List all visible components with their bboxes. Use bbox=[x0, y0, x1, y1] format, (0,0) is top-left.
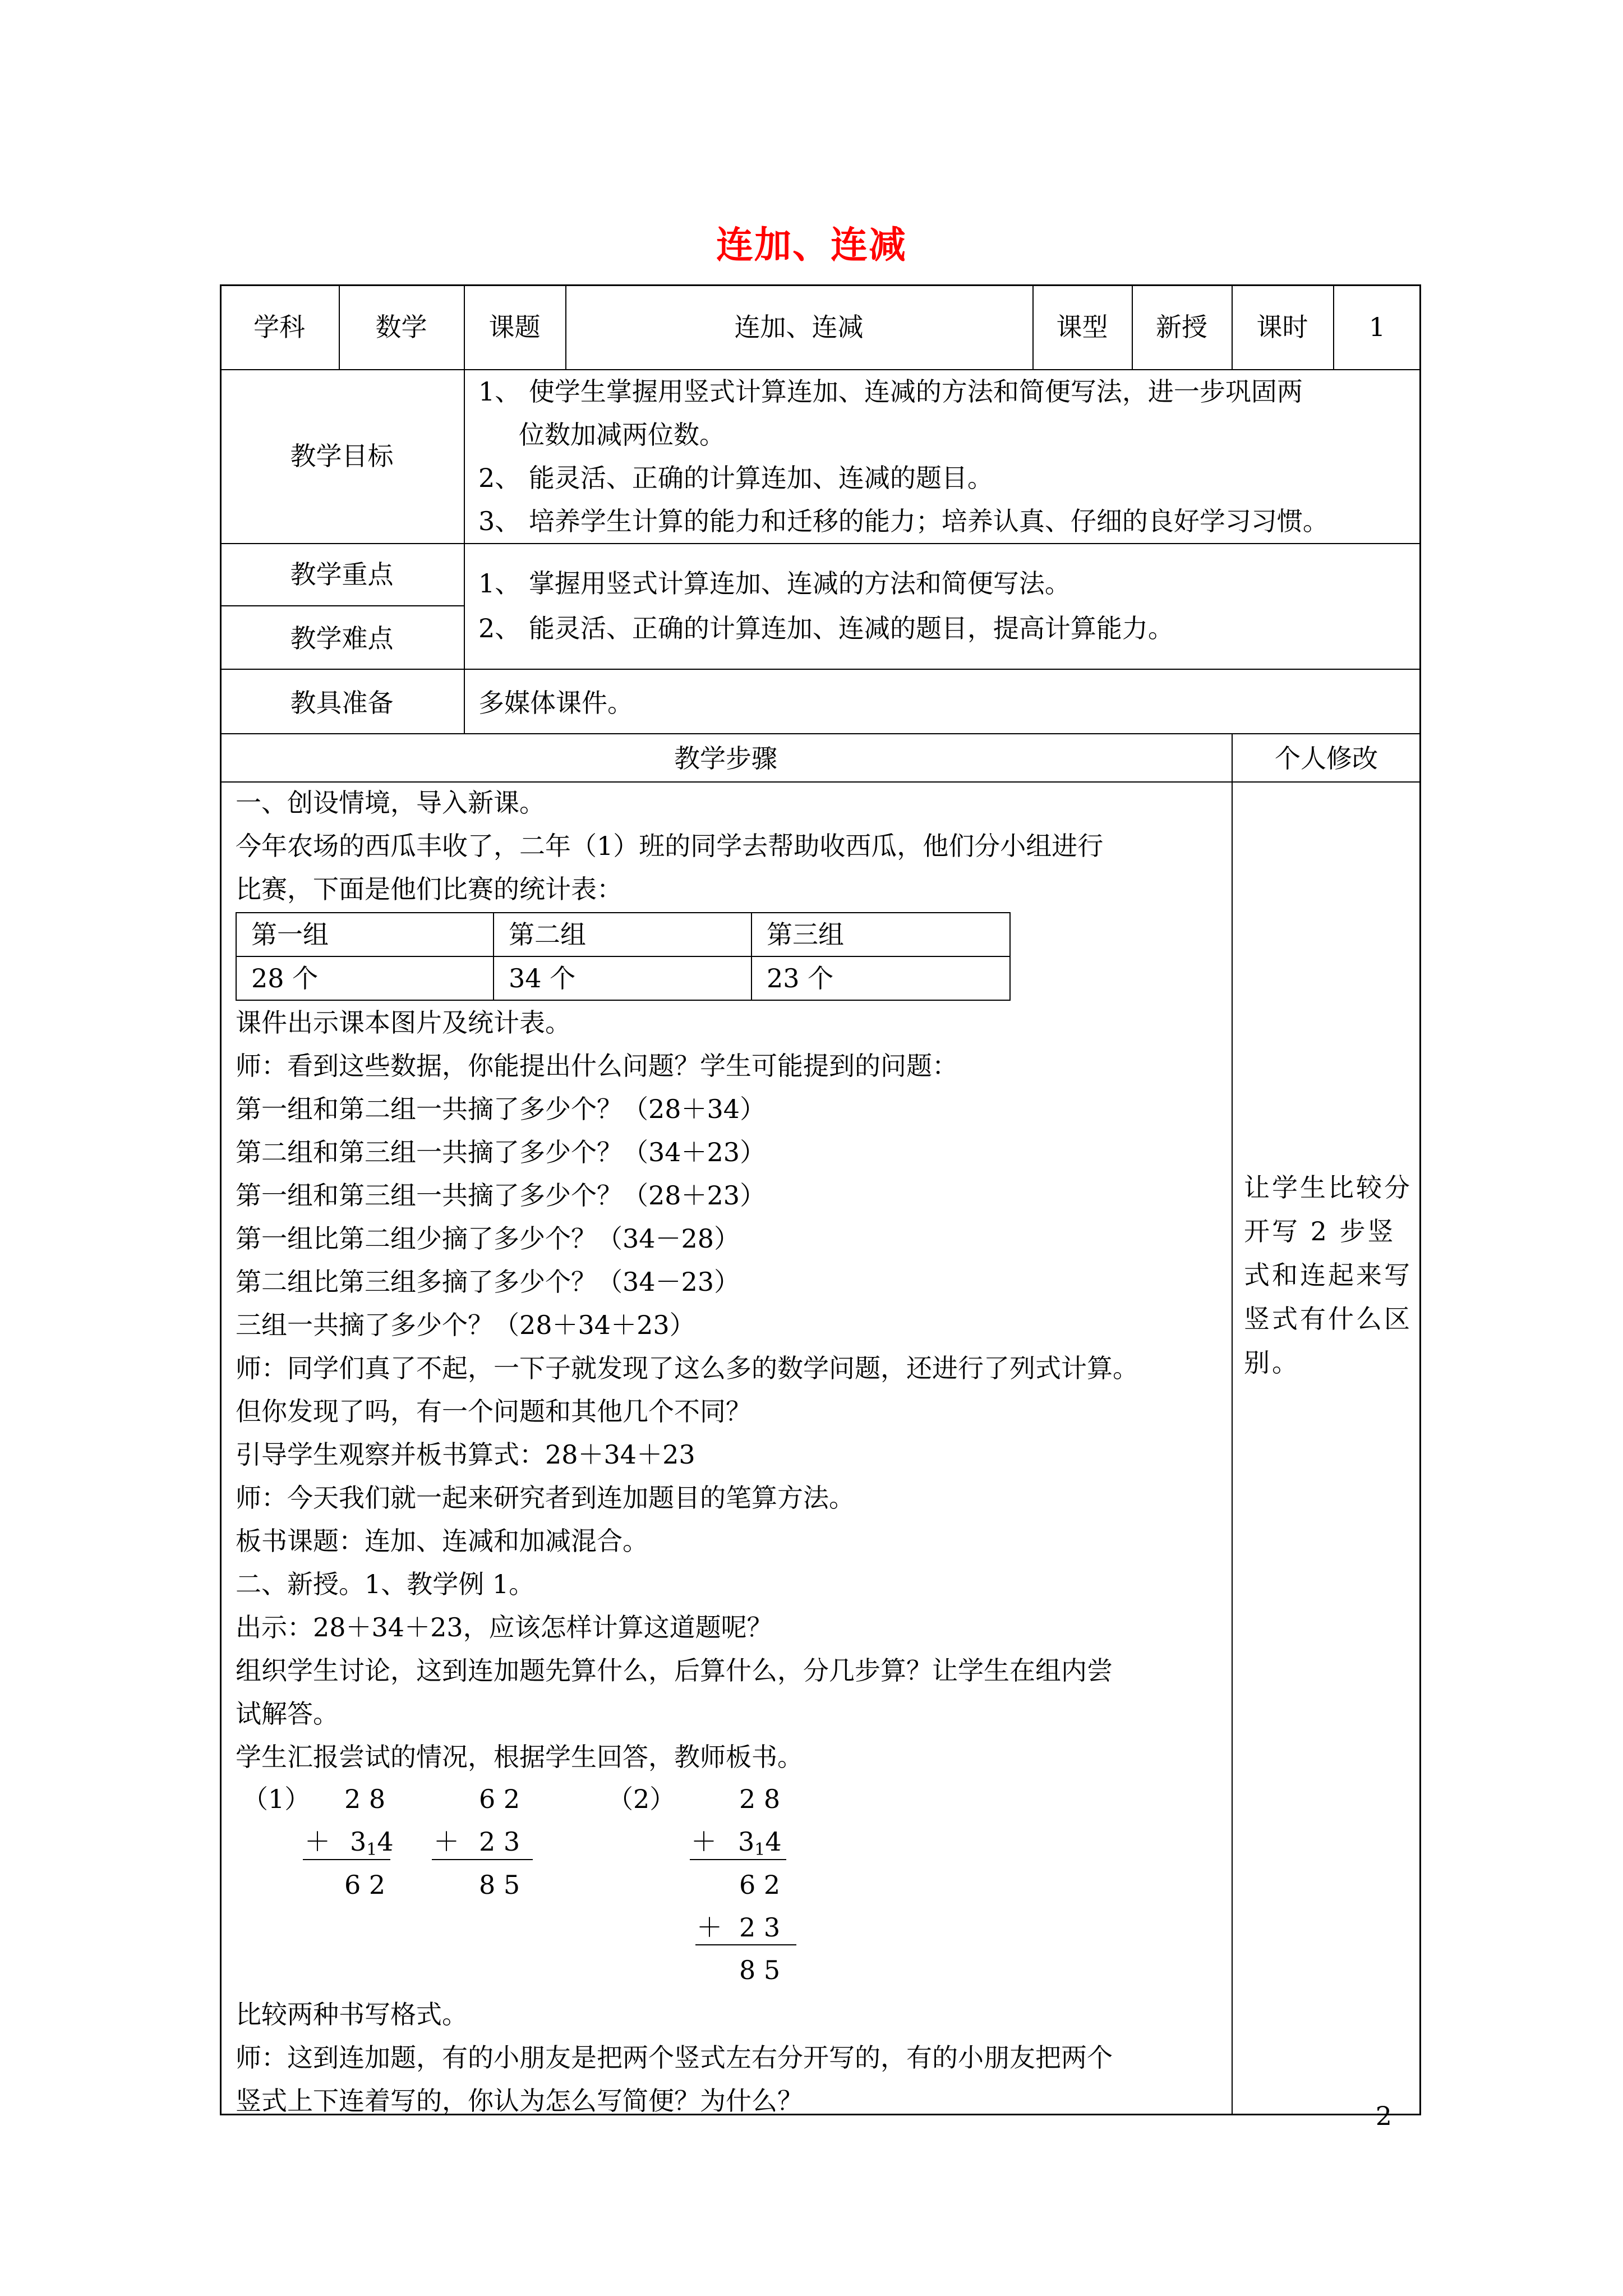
step-line: 师：今天我们就一起来研究者到连加题目的笔算方法。 bbox=[236, 1483, 855, 1513]
calc-number: 6 2 bbox=[344, 1870, 386, 1900]
calc-number: 2 8 bbox=[739, 1784, 781, 1814]
plus-sign: ＋ bbox=[697, 1912, 722, 1943]
step-line: 师：看到这些数据，你能提出什么问题？学生可能提到的问题： bbox=[236, 1051, 958, 1081]
calc-number: 6 2 bbox=[479, 1784, 520, 1814]
step-line: 一、创设情境，导入新课。 bbox=[236, 788, 545, 818]
rule-difficulties bbox=[220, 669, 1421, 670]
step-line: 引导学生观察并板书算式：28＋34＋23 bbox=[236, 1439, 695, 1470]
calc-underline bbox=[690, 1859, 786, 1860]
step-line: 板书课题：连加、连减和加减混合。 bbox=[236, 1526, 648, 1556]
subject-value: 数学 bbox=[375, 312, 427, 342]
stats-cell: 23 个 bbox=[767, 963, 834, 993]
step-line: 第一组和第三组一共摘了多少个？（28＋23） bbox=[236, 1180, 766, 1211]
rule-steps-header bbox=[220, 781, 1421, 783]
carry-mark: 1 bbox=[366, 1840, 377, 1860]
carry-mark: 1 bbox=[754, 1840, 766, 1860]
page-title: 连加、连减 bbox=[716, 223, 907, 266]
step-line: 今年农场的西瓜丰收了，二年（1）班的同学去帮助收西瓜，他们分小组进行 bbox=[236, 831, 1104, 861]
subject-label: 学科 bbox=[253, 312, 305, 342]
objective-item: 1、 使学生掌握用竖式计算连加、连减的方法和简便写法，进一步巩固两 bbox=[478, 376, 1303, 407]
step-line: 学生汇报尝试的情况，根据学生回答，教师板书。 bbox=[236, 1742, 803, 1772]
step-line: 比赛，下面是他们比赛的统计表： bbox=[236, 874, 623, 904]
calc-number: 8 5 bbox=[479, 1870, 520, 1900]
rule-objectives bbox=[220, 543, 1421, 544]
calc-number: 2 3 bbox=[739, 1912, 781, 1943]
period-label: 课时 bbox=[1256, 312, 1308, 342]
calc-underline bbox=[432, 1859, 533, 1860]
step-line: 比较两种书写格式。 bbox=[236, 1999, 468, 2030]
calc-underline bbox=[303, 1859, 390, 1860]
steps-header: 教学步骤 bbox=[674, 743, 777, 774]
step-line: 课件出示课本图片及统计表。 bbox=[236, 1007, 571, 1038]
calc-number: 6 2 bbox=[739, 1870, 781, 1900]
stats-header: 第一组 bbox=[251, 919, 329, 950]
objective-item: 2、 能灵活、正确的计算连加、连减的题目。 bbox=[478, 463, 993, 493]
calc-digit: $3_14$ bbox=[350, 1826, 394, 1860]
calc-number: 2 3 bbox=[479, 1826, 520, 1857]
stats-header: 第二组 bbox=[509, 919, 586, 950]
plus-sign: ＋ bbox=[691, 1826, 717, 1857]
topic-label: 课题 bbox=[488, 312, 541, 342]
tools-label: 教具准备 bbox=[290, 688, 394, 718]
col-rule bbox=[464, 284, 465, 733]
revision-header: 个人修改 bbox=[1275, 743, 1378, 774]
step-line: 试解答。 bbox=[236, 1699, 339, 1729]
calc-number: 2 8 bbox=[344, 1784, 386, 1814]
rule-tools bbox=[220, 733, 1421, 734]
rule-header bbox=[220, 369, 1421, 370]
period-value: 1 bbox=[1368, 312, 1386, 342]
step-line: 第一组和第二组一共摘了多少个？（28＋34） bbox=[236, 1094, 766, 1124]
keypoints-text: 1、 掌握用竖式计算连加、连减的方法和简便写法。 bbox=[478, 568, 1071, 599]
step-line: 师：这到连加题，有的小朋友是把两个竖式左右分开写的，有的小朋友把两个 bbox=[236, 2042, 1113, 2073]
step-line: 第一组比第二组少摘了多少个？（34－28） bbox=[236, 1223, 740, 1254]
step-line: 但你发现了吗，有一个问题和其他几个不同？ bbox=[236, 1396, 751, 1427]
stats-cell: 28 个 bbox=[251, 963, 319, 993]
stats-header: 第三组 bbox=[767, 919, 844, 950]
step-line: 二、新授。1、教学例 1。 bbox=[236, 1569, 535, 1599]
step-line: 组织学生讨论，这到连加题先算什么，后算什么，分几步算？让学生在组内尝 bbox=[236, 1655, 1113, 1686]
type-value: 新授 bbox=[1156, 312, 1207, 342]
type-label: 课型 bbox=[1056, 312, 1108, 342]
plus-sign: ＋ bbox=[305, 1826, 330, 1857]
revision-note: 让学生比较分开写 2 步竖式和连起来写竖式有什么区别。 bbox=[1244, 1172, 1412, 1378]
calc-label: （1） bbox=[242, 1784, 311, 1814]
col-rule-revision bbox=[1232, 733, 1233, 2115]
calc-label: （2） bbox=[607, 1784, 676, 1814]
objectives-label: 教学目标 bbox=[290, 441, 394, 471]
page-number: 2 bbox=[1375, 2101, 1392, 2131]
step-line: 竖式上下连着写的，你认为怎么写简便？为什么？ bbox=[236, 2086, 803, 2116]
objective-item: 位数加减两位数。 bbox=[519, 420, 725, 450]
keypoints-label: 教学重点 bbox=[290, 559, 394, 590]
step-line: 第二组比第三组多摘了多少个？（34－23） bbox=[236, 1267, 740, 1297]
tools-text: 多媒体课件。 bbox=[478, 688, 633, 718]
difficulties-text: 2、 能灵活、正确的计算连加、连减的题目，提高计算能力。 bbox=[478, 613, 1174, 643]
step-line: 第二组和第三组一共摘了多少个？（34＋23） bbox=[236, 1137, 766, 1167]
step-line: 三组一共摘了多少个？（28＋34＋23） bbox=[236, 1310, 695, 1340]
step-line: 出示：28＋34＋23，应该怎样计算这道题呢？ bbox=[236, 1612, 773, 1642]
topic-value: 连加、连减 bbox=[734, 312, 864, 342]
plus-sign: ＋ bbox=[434, 1826, 459, 1857]
rule-keypoints-label bbox=[220, 605, 464, 606]
step-line: 师：同学们真了不起，一下子就发现了这么多的数学问题，还进行了列式计算。 bbox=[236, 1353, 1138, 1383]
calc-digit: $3_14$ bbox=[738, 1826, 782, 1860]
stats-cell: 34 个 bbox=[509, 963, 576, 993]
calc-number: 8 5 bbox=[739, 1955, 781, 1985]
difficulties-label: 教学难点 bbox=[290, 623, 394, 654]
objective-item: 3、 培养学生计算的能力和迁移的能力；培养认真、仔细的良好学习习惯。 bbox=[478, 506, 1329, 536]
calc-underline bbox=[695, 1944, 796, 1945]
